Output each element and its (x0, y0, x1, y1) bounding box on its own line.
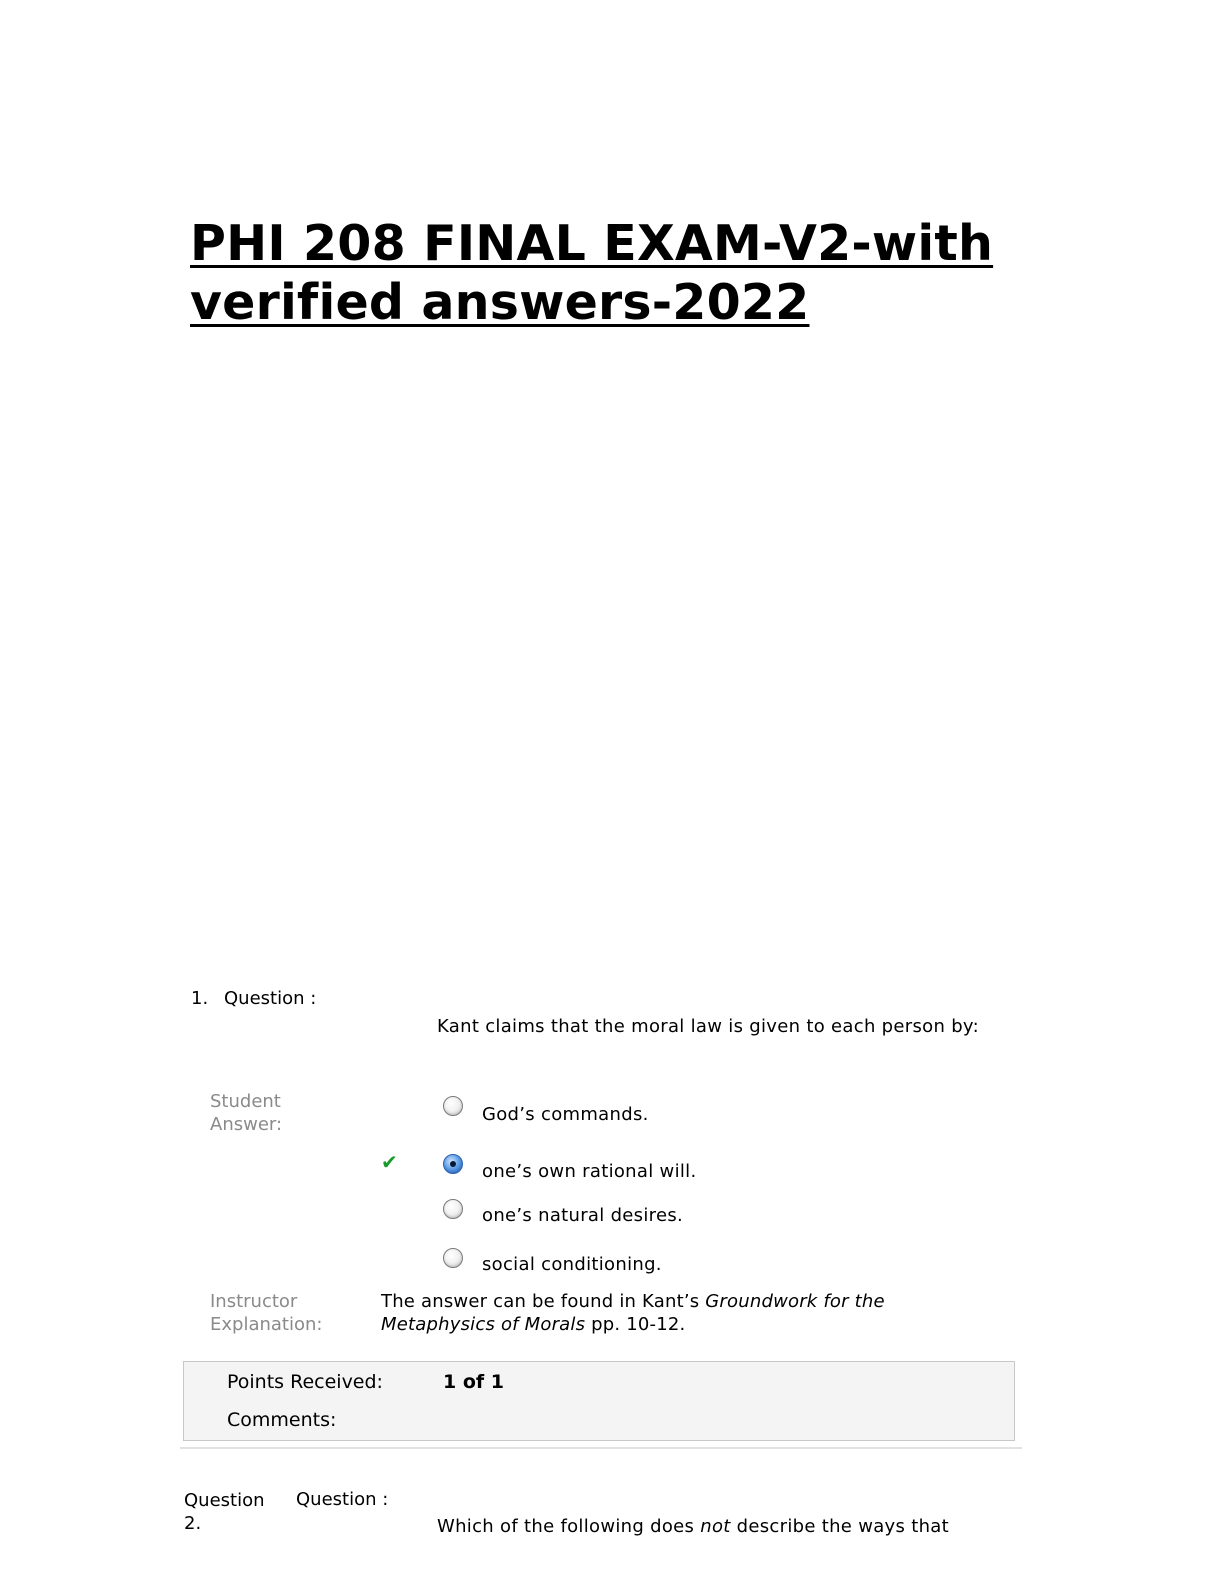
radio-option-1[interactable] (443, 1096, 463, 1116)
book-title: Groundwork for the Metaphysics of Morals (381, 1291, 885, 1335)
question-text: Kant claims that the moral law is given to each person by: (437, 1016, 979, 1037)
answer-option-4: social conditioning. (482, 1254, 662, 1275)
correct-checkmark-icon: ✔ (381, 1150, 398, 1174)
radio-option-2-selected[interactable] (443, 1154, 463, 1174)
answer-option-2: one’s own rational will. (482, 1161, 697, 1182)
radio-option-4[interactable] (443, 1248, 463, 1268)
question-number: 1. (191, 988, 209, 1009)
question-divider (180, 1447, 1022, 1449)
document-title (190, 214, 1010, 332)
question-2-text: Which of the following does not describe the ways that (437, 1516, 949, 1537)
question-label: Question : (224, 988, 317, 1009)
answer-option-1: God’s commands. (482, 1104, 649, 1125)
comments-label: Comments: (227, 1409, 337, 1431)
question-2-number: Question 2. (184, 1490, 265, 1534)
answer-option-3: one’s natural desires. (482, 1205, 684, 1226)
radio-option-3[interactable] (443, 1199, 463, 1219)
points-received-label: Points Received: (227, 1371, 383, 1393)
student-answer-label: Student Answer: (210, 1091, 283, 1135)
title-line-2: verified answers-2022 (190, 274, 810, 331)
instructor-explanation-label: Instructor Explanation: (210, 1291, 323, 1335)
instructor-explanation-text: The answer can be found in Kant’s Groundwork for the Metaphysics of Morals pp. 10-12. (381, 1291, 885, 1335)
points-received-value: 1 of 1 (443, 1371, 504, 1393)
question-2-label: Question : (296, 1489, 389, 1510)
title-line-1: PHI 208 FINAL EXAM-V2-with (190, 215, 994, 272)
